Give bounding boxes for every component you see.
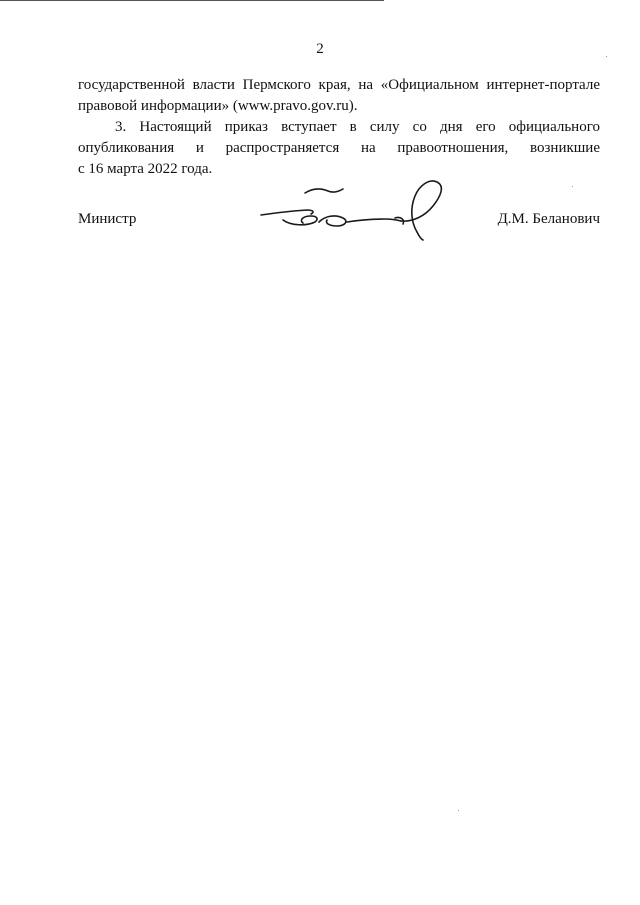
signatory-name: Д.М. Беланович [497,211,600,227]
scan-speck [572,186,573,187]
paragraph-line: государственной власти Пермского края, на «Официальном интернет-портале [78,77,600,93]
paragraph-item-3 [78,117,600,180]
handwritten-signature [255,176,455,242]
top-border-line [0,0,384,1]
paragraph-continuation [78,75,600,117]
signatory-title: Министр [78,211,137,227]
page-number: 2 [316,41,324,57]
paragraph-line: 3. Настоящий приказ вступает в силу со дня его официального [115,119,600,135]
scan-speck [606,56,607,57]
paragraph-line: с 16 марта 2022 года. [78,161,213,177]
paragraph-line: опубликования и распространяется на правоотношения, возникшие [78,140,600,156]
scan-speck [458,810,459,811]
paragraph-line: правовой информации» (www.pravo.gov.ru). [78,98,358,114]
